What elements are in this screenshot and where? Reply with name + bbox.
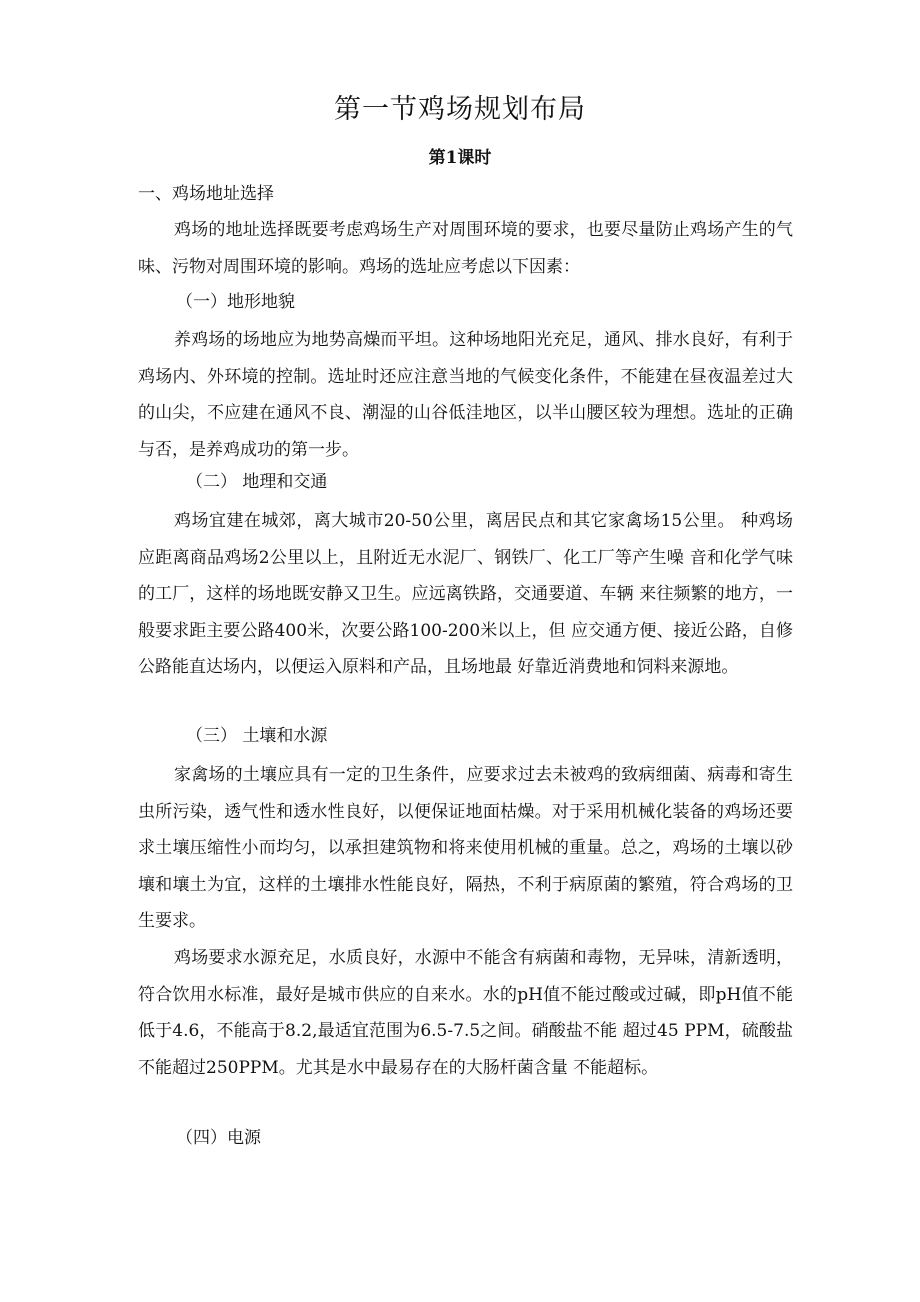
intro-paragraph: 鸡场的地址选择既要考虑鸡场生产对周围环境的要求，也要尽量防止鸡场产生的气味、污物对周围环境的影响。鸡场的选址应考虑以下因素：: [138, 220, 793, 277]
subheading-soil-water: （三） 土壤和水源: [186, 726, 328, 746]
page-title: 第一节鸡场规划布局: [334, 94, 586, 125]
terrain-paragraph: 养鸡场的场地应为地势高燥而平坦。这种场地阳光充足，通风、排水良好，有利于鸡场内、外环境的控制。选址时还应注意当地的气候变化条件，不能建在昼夜温差过大的山尖，不应建在通风不良、潮湿的山谷低洼地区，以半山腰区较为理想。选址的正确与否，是养鸡成功的第一步。: [138, 330, 793, 460]
subheading-power: （四）电源: [176, 1128, 261, 1148]
soil-paragraph: 家禽场的土壤应具有一定的卫生条件，应要求过去未被鸡的致病细菌、病毒和寄生虫所污染，透气性和透水性良好，以便保证地面枯燥。对于采用机械化装备的鸡场还要求土壤压缩性小而均匀，以承担建筑物和将来使用机械的重量。总之，鸡场的土壤以砂壤和壤土为宜，这样的土壤排水性能良好，隔热，不利于病原菌的繁殖，符合鸡场的卫生要求。: [138, 765, 793, 931]
subheading-terrain: （一）地形地貌: [176, 292, 295, 312]
water-paragraph: 鸡场要求水源充足，水质良好，水源中不能含有病菌和毒物，无异味，清新透明，符合饮用水标准，最好是城市供应的自来水。水的pH值不能过酸或过碱，即pH值不能低于4.6，不能高于8.2,最适宜范围为6.5-7.5之间。硝酸盐不能 超过45 PPM，硫酸盐不能超过250PPM。尤其是水中最易存在的大肠杆菌含量 不能超标。: [138, 948, 793, 1078]
lesson-subtitle: 第1课时: [428, 148, 492, 168]
subheading-geography: （二） 地理和交通: [186, 472, 328, 492]
section-heading: 一、鸡场地址选择: [138, 184, 274, 204]
geography-paragraph: 鸡场宜建在城郊，离大城市20-50公里，离居民点和其它家禽场15公里。 种鸡场应距离商品鸡场2公里以上，且附近无水泥厂、钢铁厂、化工厂等产生噪 音和化学气味的工厂，这样的场地既安静又卫生。应远离铁路，交通要道、车辆 来往频繁的地方，一般要求距主要公路400米，次要公路100-200米以上，但 应交通方便、接近公路，自修公路能直达场内，以便运入原料和产品，且场地最 好靠近消费地和饲料来源地。: [138, 511, 793, 677]
